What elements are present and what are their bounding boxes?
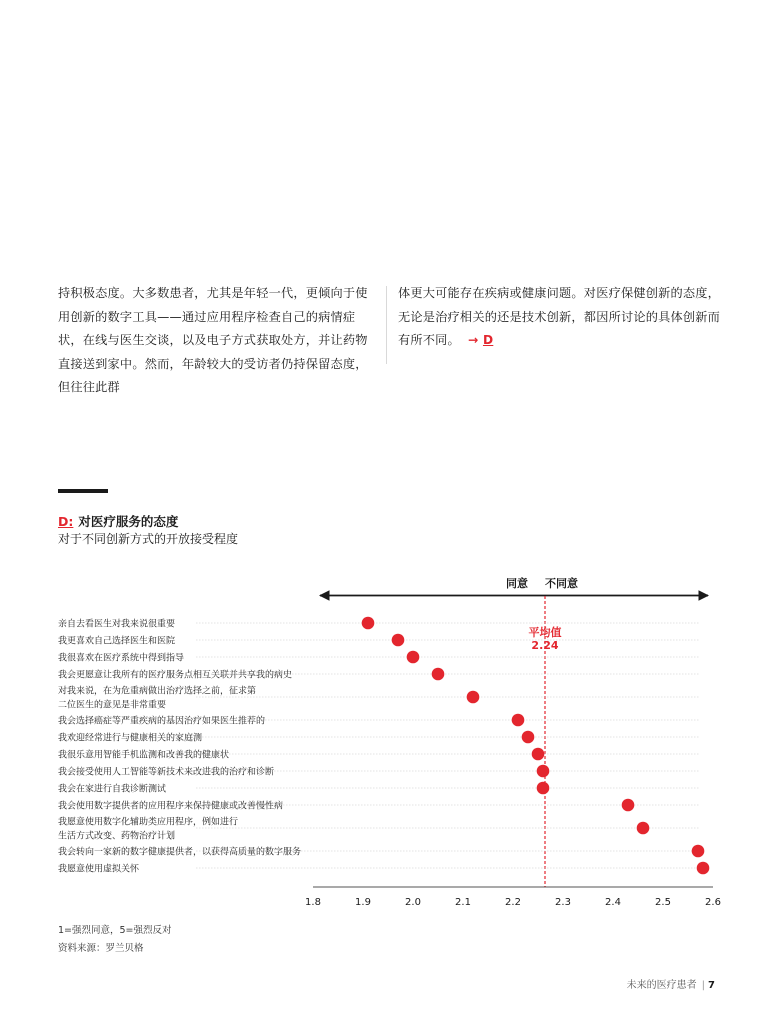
data-point [392,634,405,647]
data-point [512,714,525,727]
statement-label [58,846,301,858]
data-point [637,822,650,835]
statement-label-line: 我欢迎经常进行与健康相关的家庭测 [58,733,203,744]
body-paragraph-right-text: 体更大可能存在疾病或健康问题。对医疗保健创新的态度，无论是治疗相关的还是技术创新，都因所讨论的具体创新而有所不同。 [398,286,721,347]
statement-label-line: 亲自去看医生对我来说很重要 [58,619,176,630]
statement-label-line: 我会选择癌症等严重疾病的基因治疗如果医生推荐的 [58,716,266,727]
section-rule [58,489,108,493]
data-point [467,691,480,704]
page-number: 7 [708,980,715,991]
statement-label [58,863,140,875]
data-point [622,799,635,812]
x-tick-label: 2.6 [705,897,721,908]
statement-label-line: 我会更愿意让我所有的医疗服务点相互关联并共享我的病史 [58,670,293,681]
statement-label [58,652,184,664]
x-tick-label: 2.2 [505,897,521,908]
statement-label-line: 对我来说，在为危重病做出治疗选择之前，征求第 [58,686,257,697]
figure-notes [58,922,172,958]
statement-label [58,685,256,711]
statement-label [58,732,202,744]
body-paragraph-right [398,282,723,353]
x-tick-label: 2.4 [605,897,621,908]
plot-area [58,596,721,908]
data-point [522,731,535,744]
statement-label-line: 我愿意使用虚拟关怀 [58,864,140,875]
x-tick-label: 1.9 [355,897,371,908]
figure-reference-link[interactable] [468,333,493,347]
statement-label [58,635,175,647]
data-point [537,782,550,795]
statement-label-line: 生活方式改变、药物治疗计划 [58,831,176,842]
agree-label: 同意 [506,577,528,590]
footer-separator: | [701,980,706,991]
statement-label [58,749,229,761]
statement-label-line: 二位医生的意见是非常重要 [58,700,167,711]
data-point [407,651,420,664]
data-point [692,845,705,858]
statement-label-line: 我愿意使用数字化辅助类应用程序，例如进行 [58,817,239,828]
statement-label-line: 我很喜欢在医疗系统中得到指导 [58,653,185,664]
statement-label [58,800,283,812]
statement-label [58,783,166,795]
data-point [432,668,445,681]
statement-label-line: 我会在家进行自我诊断测试 [58,784,167,795]
x-tick-label: 2.5 [655,897,671,908]
attitude-dot-chart [0,560,773,920]
statement-label [58,766,274,778]
figure-label: D: [58,514,74,529]
statement-label [58,618,175,630]
statement-label-line: 我会转向一家新的数字健康提供者，以获得高质量的数字服务 [58,847,302,858]
x-tick-label: 2.1 [455,897,471,908]
statement-label-line: 我会使用数字提供者的应用程序来保持健康或改善慢性病 [58,801,284,812]
figure-reference-letter: D [482,333,494,347]
body-column-right [398,282,723,353]
footer-title: 未来的医疗患者 [626,980,697,991]
body-column-left [58,282,376,400]
x-tick-label: 2.0 [405,897,421,908]
body-paragraph-left: 持积极态度。大多数患者，尤其是年轻一代，更倾向于使用创新的数字工具——通过应用程序检查自己的病情症状，在线与医生交谈，以及电子方式获取处方，并让药物直接送到家中。然而，年龄较大的受访者仍持保留态度，但往往此群 [58,286,368,394]
statement-label-line: 我会接受使用人工智能等新技术来改进我的治疗和诊断 [58,767,275,778]
page-footer [627,976,715,991]
statement-label [58,715,265,727]
figure-subtitle: 对于不同创新方式的开放接受程度 [58,532,239,546]
statement-label-line: 我很乐意用智能手机监测和改善我的健康状 [58,750,230,761]
data-point [697,862,710,875]
figure-title [58,512,178,530]
column-divider [386,286,387,364]
arrow-right-icon: → [468,333,479,347]
data-point [532,748,545,761]
data-point [362,617,375,630]
x-tick-label: 1.8 [305,897,321,908]
statement-label [58,669,292,681]
x-tick-label: 2.3 [555,897,571,908]
figure-title-text: 对医疗服务的态度 [78,514,179,529]
source-note: 资料来源：罗兰贝格 [58,943,144,954]
scale-note: 1=强烈同意，5=强烈反对 [58,925,172,936]
statement-label-line: 我更喜欢自己选择医生和医院 [58,636,176,647]
mean-value: 2.24 [531,639,559,652]
disagree-label: 不同意 [545,577,578,590]
data-point [537,765,550,778]
statement-label [58,816,238,842]
mean-label: 平均值 [528,626,562,639]
